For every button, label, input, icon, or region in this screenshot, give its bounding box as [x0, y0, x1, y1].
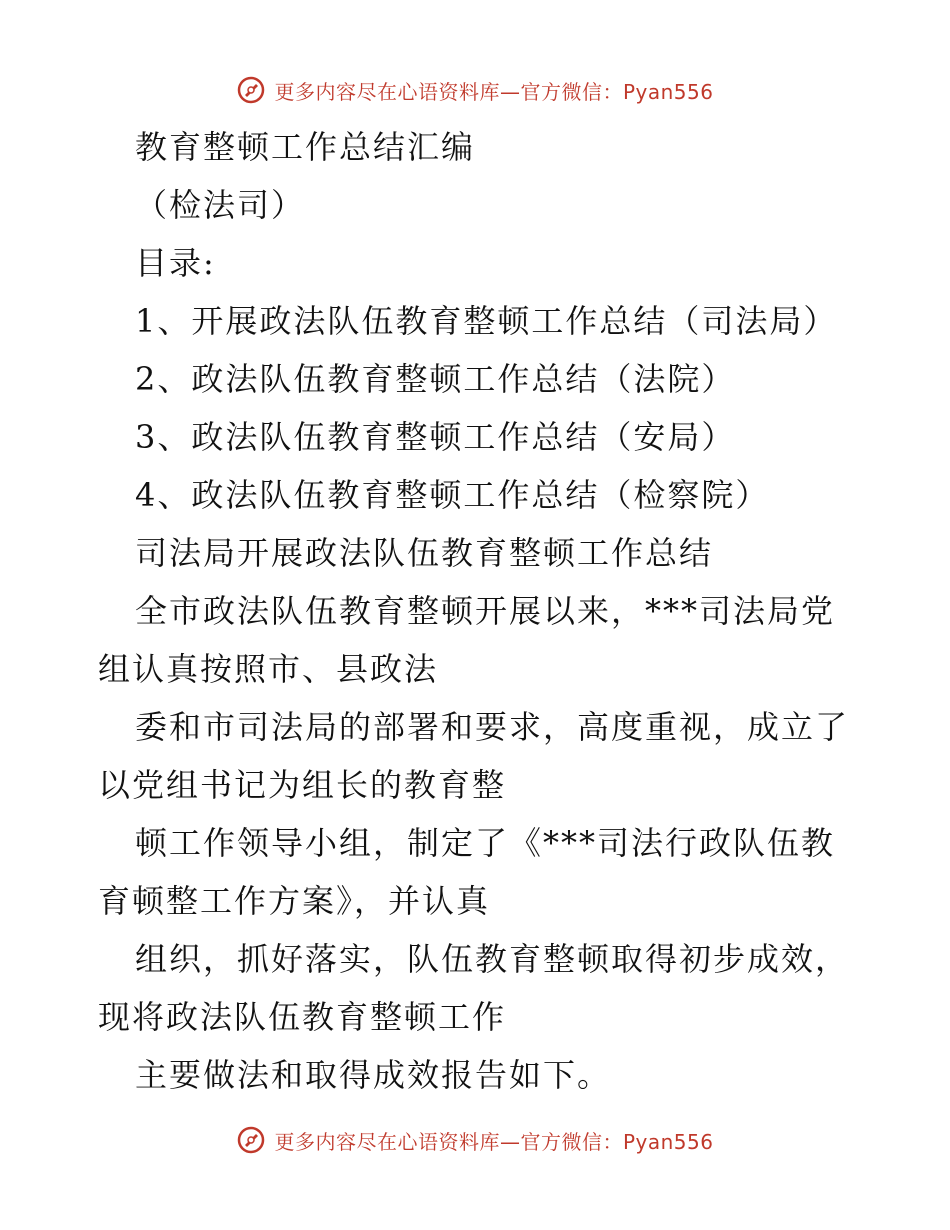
toc-label: 目录:: [135, 244, 216, 282]
body-line: 以党组书记为组长的教育整: [98, 766, 507, 804]
body-line: 全市政法队伍教育整顿开展以来，***司法局党: [135, 592, 836, 630]
watermark-text: 更多内容尽在心语资料库—官方微信：Pyan556: [274, 79, 714, 104]
logo-icon: [236, 1125, 266, 1155]
logo-icon: [236, 75, 266, 105]
watermark-text: 更多内容尽在心语资料库—官方微信：Pyan556: [274, 1129, 714, 1154]
document-body: [0, 118, 950, 1104]
watermark-banner-bottom: [0, 1120, 950, 1160]
toc-item: 1、开展政法队伍教育整顿工作总结（司法局）: [135, 302, 838, 340]
toc-item: 3、政法队伍教育整顿工作总结（安局）: [135, 418, 736, 456]
doc-title: 教育整顿工作总结汇编: [135, 128, 476, 166]
body-line: 顿工作领导小组，制定了《***司法行政队伍教: [135, 824, 836, 862]
body-line: 育顿整工作方案》，并认真: [98, 882, 491, 920]
body-line: 委和市司法局的部署和要求，高度重视，成立了: [135, 708, 850, 746]
body-line: 主要做法和取得成效报告如下。: [135, 1056, 612, 1094]
body-line: 现将政法队伍教育整顿工作: [98, 998, 507, 1036]
section-title: 司法局开展政法队伍教育整顿工作总结: [135, 534, 714, 572]
toc-item: 2、政法队伍教育整顿工作总结（法院）: [135, 360, 736, 398]
doc-subtitle: （检法司）: [135, 186, 306, 224]
body-line: 组认真按照市、县政法: [98, 650, 439, 688]
watermark-banner-top: [0, 70, 950, 110]
toc-item: 4、政法队伍教育整顿工作总结（检察院）: [135, 476, 770, 514]
body-line: 组织，抓好落实，队伍教育整顿取得初步成效，: [135, 940, 850, 978]
